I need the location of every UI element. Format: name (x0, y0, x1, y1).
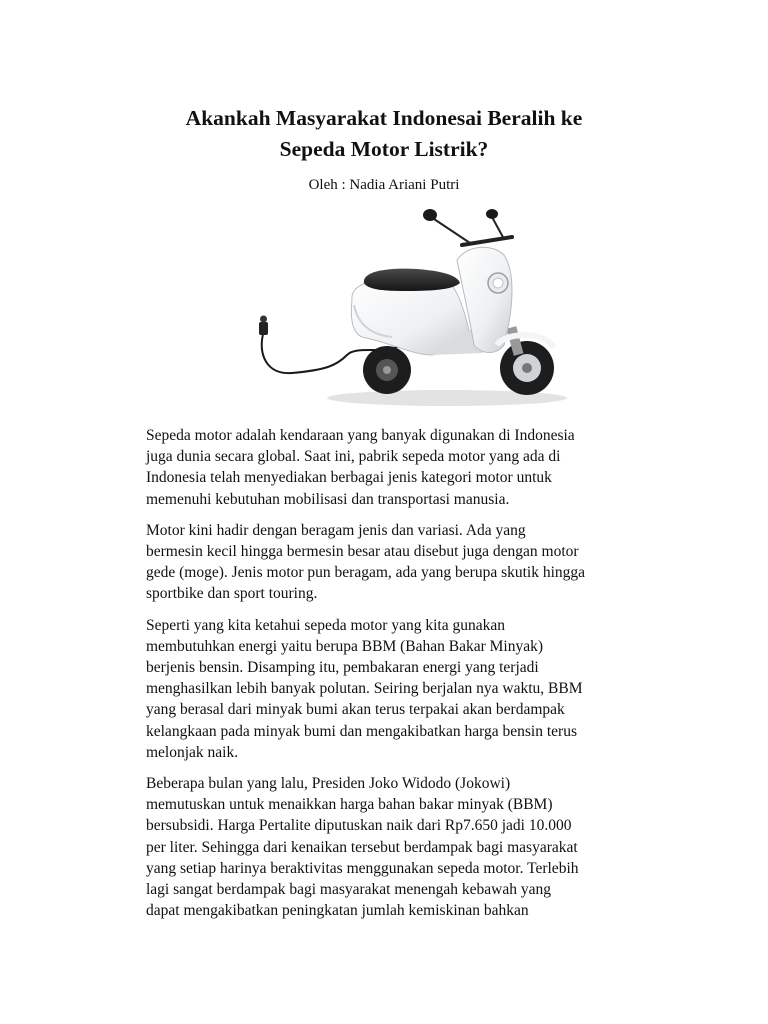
paragraph-line: bermesin kecil hingga bermesin besar atau disebut juga dengan motor (146, 543, 579, 561)
article-title (100, 103, 668, 165)
paragraph-line: dapat mengakibatkan peningkatan jumlah kemiskinan bahkan (146, 902, 529, 920)
paragraph-line: lagi sangat berdampak bagi masyarakat menengah kebawah yang (146, 881, 551, 899)
paragraph-line: memenuhi kebutuhan mobilisasi dan transportasi manusia. (146, 490, 510, 508)
paragraph-line: sportbike dan sport touring. (146, 585, 318, 603)
paragraph-line: Motor kini hadir dengan beragam jenis dan variasi. Ada yang (146, 521, 526, 539)
paragraph-line: bersubsidi. Harga Pertalite diputuskan naik dari Rp7.650 jadi 10.000 (146, 817, 572, 835)
paragraph-1 (146, 425, 646, 510)
paragraph-line: Sepeda motor adalah kendaraan yang banyak digunakan di Indonesia (146, 427, 575, 444)
paragraph-line: Seperti yang kita ketahui sepeda motor yang kita gunakan (146, 616, 505, 634)
paragraph-line: Indonesia telah menyediakan berbagai jenis kategori motor untuk (146, 469, 552, 487)
paragraph-line: melonjak naik. (146, 743, 239, 761)
paragraph-line: berjenis bensin. Disamping itu, pembakaran energi yang terjadi (146, 659, 539, 677)
paragraph-line: gede (moge). Jenis motor pun beragam, ada yang berupa skutik hingga (146, 564, 586, 582)
paragraph-line: memutuskan untuk menaikkan harga bahan bakar minyak (BBM) (146, 796, 553, 814)
paragraph-line: membutuhkan energi yaitu berupa BBM (Bahan Bakar Minyak) (146, 637, 544, 655)
paragraph-line: yang berasal dari minyak bumi akan terus terpakai akan berdampak (146, 701, 565, 719)
title-line-2: Sepeda Motor Listrik? (279, 137, 489, 161)
paragraph-line: yang setiap harinya beraktivitas menggunakan sepeda motor. Terlebih (146, 859, 579, 877)
paragraph-line: kelangkaan pada minyak bumi dan mengakibatkan harga bensin terus (146, 722, 577, 740)
paragraph-2 (146, 520, 646, 605)
paragraph-line: per liter. Sehingga dari kenaikan tersebut berdampak bagi masyarakat (146, 838, 578, 856)
paragraph-4 (146, 773, 646, 921)
article-body (146, 425, 646, 931)
paragraph-3 (146, 615, 646, 763)
title-line-1: Akankah Masyarakat Indonesai Beralih ke (185, 106, 583, 130)
paragraph-line: Beberapa bulan yang lalu, Presiden Joko Widodo (Jokowi) (146, 775, 511, 793)
author-byline: Oleh : Nadia Ariani Putri (308, 177, 460, 193)
paragraph-line: menghasilkan lebih banyak polutan. Seiring berjalan nya waktu, BBM (146, 680, 583, 698)
paragraph-line: juga dunia secara global. Saat ini, pabrik sepeda motor yang ada di (146, 448, 561, 466)
electric-scooter-image (242, 205, 576, 416)
